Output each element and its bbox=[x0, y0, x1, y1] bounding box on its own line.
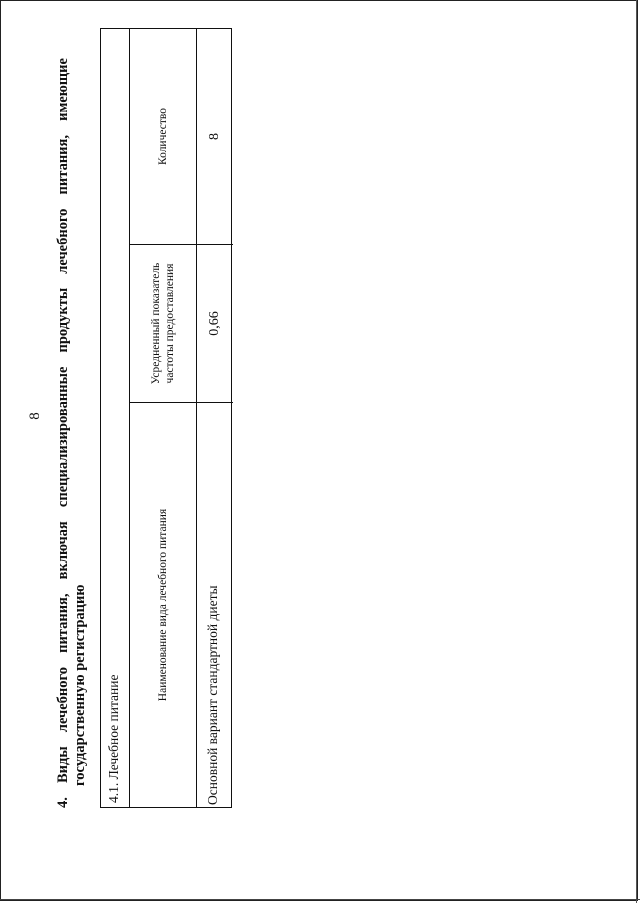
table-section-title: 4.1. Лечебное питание bbox=[101, 29, 130, 807]
section-heading bbox=[55, 58, 89, 808]
heading-word: 4. bbox=[55, 797, 71, 808]
heading-word: специализированные bbox=[55, 366, 71, 508]
table-header-row bbox=[130, 29, 197, 807]
heading-word: питания, bbox=[55, 593, 71, 653]
heading-word: Виды bbox=[55, 746, 71, 783]
heading-line-1 bbox=[55, 58, 72, 808]
heading-word: лечебного bbox=[55, 667, 71, 733]
table-row bbox=[197, 29, 233, 807]
nutrition-table bbox=[100, 28, 232, 808]
heading-word: включая bbox=[55, 521, 71, 580]
heading-word: лечебного bbox=[55, 208, 71, 274]
heading-word: питания, bbox=[55, 135, 71, 195]
heading-word: продукты bbox=[55, 287, 71, 353]
header-frequency: Усредненный показатель частоты предоставления bbox=[130, 244, 196, 402]
cell-frequency: 0,66 bbox=[197, 244, 233, 402]
header-quantity: Количество bbox=[157, 108, 169, 165]
header-name: Наименование вида лечебного питания bbox=[130, 402, 196, 807]
cell-quantity: 8 bbox=[207, 133, 222, 140]
heading-line-2: государственную регистрацию bbox=[72, 584, 88, 786]
cell-name: Основной вариант стандартной диеты bbox=[197, 402, 233, 807]
heading-word: имеющие bbox=[55, 58, 71, 121]
page-number: 8 bbox=[27, 412, 43, 420]
